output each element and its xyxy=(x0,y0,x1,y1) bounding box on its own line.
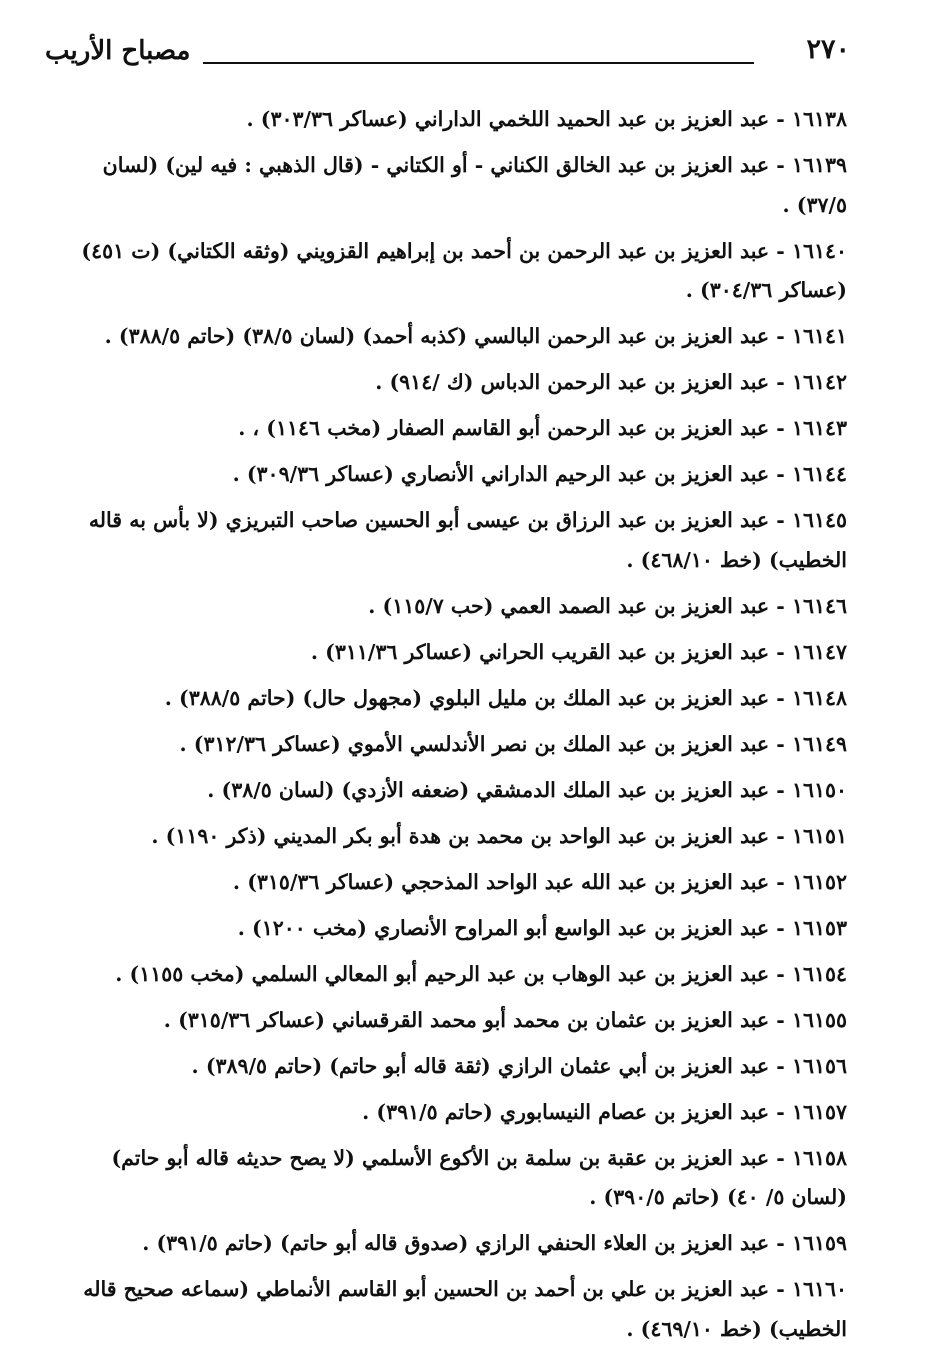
list-item: ١٦١٤٦ - عبد العزيز بن عبد الصمد العمي (حب ١١٥/٧) . xyxy=(368,593,847,618)
list-item: ١٦١٤٢ - عبد العزيز بن عبد الرحمن الدباس (ك /٩١٤) . xyxy=(375,370,847,394)
page-number: ٢٧٠ xyxy=(806,34,850,65)
book-title: مصباح الأريب xyxy=(45,36,191,66)
list-item: ١٦١٤٣ - عبد العزيز بن عبد الرحمن أبو القاسم الصفار (مخب ١١٤٦) ، . xyxy=(238,416,847,440)
list-item: ١٦١٥١ - عبد العزيز بن عبد الواحد بن محمد بن هدة أبو بكر المديني (ذكر ١١٩٠) . xyxy=(151,823,847,848)
list-item: ١٦١٤٤ - عبد العزيز بن عبد الرحيم الداراني الأنصاري (عساكر ٣٠٩/٣٦) . xyxy=(232,462,847,486)
list-item: ١٦١٥٢ - عبد العزيز بن عبد الله عبد الواحد المذحجي (عساكر ٣١٥/٣٦) . xyxy=(232,869,847,894)
list-item: ١٦١٣٩ - عبد العزيز بن عبد الخالق الكناني - أو الكتاني - (قال الذهبي : فيه لين) (لسان ٣٧/٥) . xyxy=(102,153,847,217)
list-item: ١٦١٤٧ - عبد العزيز بن عبد القريب الحراني (عساكر ٣١١/٣٦) . xyxy=(310,639,847,664)
list-item: ١٦١٤٩ - عبد العزيز بن عبد الملك بن نصر الأندلسي الأموي (عساكر ٣١٢/٣٦) . xyxy=(179,731,847,756)
list-item: ١٦١٥٦ - عبد العزيز بن أبي عثمان الرازي (ثقة قاله أبو حاتم) (حاتم ٣٨٩/٥) . xyxy=(191,1053,847,1078)
list-item: ١٦١٥٥ - عبد العزيز بن عثمان بن محمد أبو محمد القرقساني (عساكر ٣١٥/٣٦) . xyxy=(163,1007,847,1032)
list-item: ١٦١٥٣ - عبد العزيز بن عبد الواسع أبو المراوح الأنصاري (مخب ١٢٠٠) . xyxy=(237,915,847,940)
list-item: ١٦١٥٧ - عبد العزيز بن عصام النيسابوري (حاتم ٣٩١/٥) . xyxy=(362,1099,847,1124)
page-header xyxy=(45,22,850,74)
list-item: ١٦١٥٤ - عبد العزيز بن عبد الوهاب بن عبد الرحيم أبو المعالي السلمي (مخب ١١٥٥) . xyxy=(115,961,847,986)
header-divider xyxy=(203,62,754,64)
list-item: ١٦١٣٨ - عبد العزيز بن عبد الحميد اللخمي الداراني (عساكر ٣٠٣/٣٦) . xyxy=(246,107,847,131)
list-item: ١٦١٤٠ - عبد العزيز بن عبد الرحمن بن أحمد بن إبراهيم القزويني (وثقه الكتاني) (ت ٤٥١) (عساكر ٣٠٤/٣٦) . xyxy=(81,238,847,302)
list-item: ١٦١٤٨ - عبد العزيز بن عبد الملك بن مليل البلوي (مجهول حال) (حاتم ٣٨٨/٥) . xyxy=(164,685,847,710)
list-item: ١٦١٥٨ - عبد العزيز بن عقبة بن سلمة بن الأكوع الأسلمي (لا يصح حديثه قاله أبو حاتم) (لسان ٥/ ٤٠) (حاتم ٣٩٠/٥) . xyxy=(111,1145,847,1209)
list-item: ١٦١٥٠ - عبد العزيز بن عبد الملك الدمشقي (ضعفه الأزدي) (لسان ٣٨/٥) . xyxy=(207,777,847,802)
entry-list xyxy=(72,100,847,1356)
list-item: ١٦١٥٩ - عبد العزيز بن العلاء الحنفي الرازي (صدوق قاله أبو حاتم) (حاتم ٣٩١/٥) . xyxy=(142,1231,847,1255)
list-item: ١٦١٦٠ - عبد العزيز بن علي بن أحمد بن الحسين أبو القاسم الأنماطي (سماعه صحيح قاله الخطيب) (خط ٤٦٩/١٠) . xyxy=(83,1277,847,1341)
list-item: ١٦١٤١ - عبد العزيز بن عبد الرحمن البالسي (كذبه أحمد) (لسان ٣٨/٥) (حاتم ٣٨٨/٥) . xyxy=(104,324,847,348)
list-item: ١٦١٤٥ - عبد العزيز بن عبد الرزاق بن عيسى أبو الحسين صاحب التبريزي (لا بأس به قاله الخطيب) (خط ٤٦٨/١٠) . xyxy=(88,508,847,572)
